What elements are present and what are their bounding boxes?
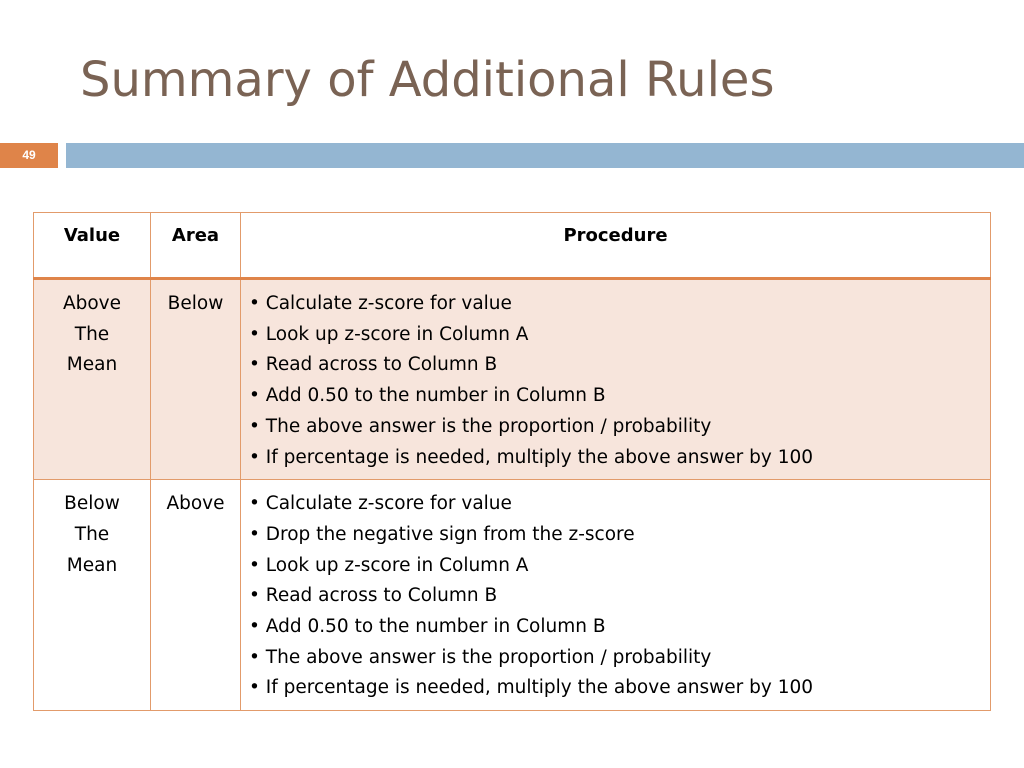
procedure-step: • Calculate z-score for value: [249, 289, 984, 320]
procedure-step: • Look up z-score in Column A: [249, 320, 984, 351]
slide-number-badge: 49: [0, 143, 58, 168]
value-line: Mean: [66, 354, 118, 376]
table-row: [34, 480, 991, 711]
value-line: Mean: [66, 554, 118, 576]
table-header-row: [34, 213, 991, 279]
value-cell: [34, 480, 151, 711]
procedure-step: • The above answer is the proportion / probability: [249, 412, 984, 443]
value-line: The: [74, 523, 110, 545]
procedure-step: • If percentage is needed, multiply the above answer by 100: [249, 443, 984, 474]
area-cell: Above: [151, 480, 241, 711]
procedure-step: • The above answer is the proportion / probability: [249, 643, 984, 674]
procedure-step: • If percentage is needed, multiply the above answer by 100: [249, 673, 984, 704]
value-cell: [34, 279, 151, 480]
procedure-step: • Add 0.50 to the number in Column B: [249, 381, 984, 412]
slide-title: Summary of Additional Rules: [80, 52, 775, 108]
procedure-step: • Read across to Column B: [249, 350, 984, 381]
procedure-step: • Calculate z-score for value: [249, 489, 984, 520]
rules-table: [33, 212, 991, 711]
header-procedure: Procedure: [241, 213, 991, 279]
procedure-step: • Look up z-score in Column A: [249, 551, 984, 582]
procedure-step: • Drop the negative sign from the z-score: [249, 520, 984, 551]
table-row: [34, 279, 991, 480]
header-accent-bar: [66, 143, 1024, 168]
procedure-cell: [241, 279, 991, 480]
value-line: Above: [62, 293, 122, 314]
area-cell: Below: [151, 279, 241, 480]
procedure-list: [247, 489, 984, 704]
procedure-cell: [241, 480, 991, 711]
value-line: Below: [64, 493, 120, 515]
header-area: Area: [151, 213, 241, 279]
procedure-step: • Add 0.50 to the number in Column B: [249, 612, 984, 643]
procedure-list: [247, 289, 984, 473]
procedure-step: • Read across to Column B: [249, 581, 984, 612]
value-line: The: [74, 323, 110, 345]
header-value: Value: [34, 213, 151, 279]
